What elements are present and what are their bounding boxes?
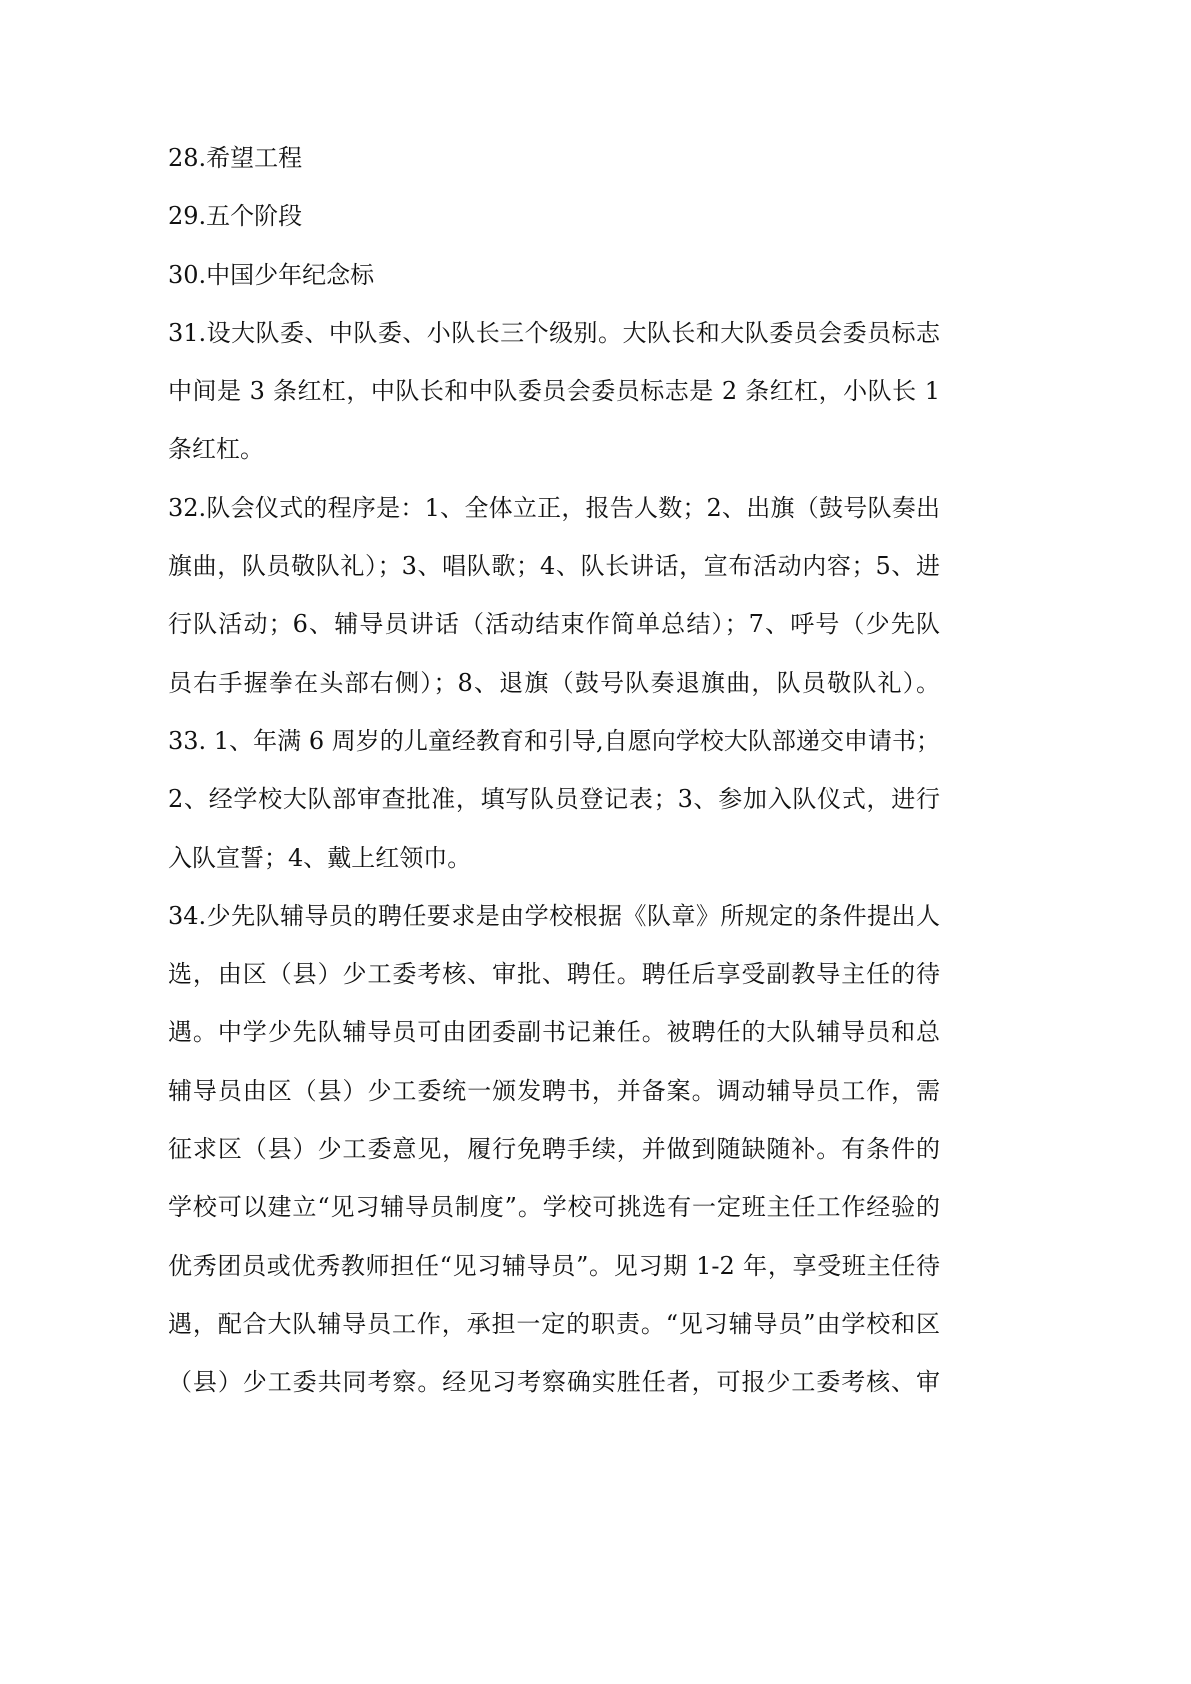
answer-32-line: 旗曲，队员敬队礼）；3、唱队歌；4、队长讲话，宣布活动内容；5、进 [168,552,940,581]
answer-33-line: 2、经学校大队部审查批准，填写队员登记表；3、参加入队仪式，进行 [168,785,940,814]
answer-31-line: 条红杠。 [168,435,264,464]
answer-34-line: 选，由区（县）少工委考核、审批、聘任。聘任后享受副教导主任的待 [168,960,940,989]
answer-29-line: 29.五个阶段 [168,202,303,231]
answer-32-line: 行队活动；6、辅导员讲话（活动结束作简单总结）；7、呼号（少先队 [168,610,940,639]
answer-34-line: 34.少先队辅导员的聘任要求是由学校根据《队章》所规定的条件提出人 [168,901,940,930]
answer-33-line: 入队宣誓；4、戴上红领巾。 [168,843,472,872]
answer-30-line: 30.中国少年纪念标 [168,260,375,289]
answer-32-line: 员右手握拳在头部右侧）；8、退旗（鼓号队奏退旗曲，队员敬队礼）。 [168,668,940,697]
answer-34-line: 学校可以建立“见习辅导员制度”。学校可挑选有一定班主任工作经验的 [168,1193,940,1222]
answer-34-line: （县）少工委共同考察。经见习考察确实胜任者，可报少工委考核、审 [168,1368,940,1397]
answer-33-line: 33. 1、年满 6 周岁的儿童经教育和引导,自愿向学校大队部递交申请书； [168,726,940,755]
document-page [168,129,940,1412]
answer-34-line: 辅导员由区（县）少工委统一颁发聘书，并备案。调动辅导员工作，需 [168,1076,940,1105]
answer-34-line: 优秀团员或优秀教师担任“见习辅导员”。见习期 1-2 年，享受班主任待 [168,1251,940,1280]
answer-34-line: 遇，配合大队辅导员工作，承担一定的职责。“见习辅导员”由学校和区 [168,1309,940,1338]
answer-32-line: 32.队会仪式的程序是：1、全体立正，报告人数；2、出旗（鼓号队奏出 [168,493,940,522]
answer-34-line: 征求区（县）少工委意见，履行免聘手续，并做到随缺随补。有条件的 [168,1135,940,1164]
answer-31-line: 31.设大队委、中队委、小队长三个级别。大队长和大队委员会委员标志 [168,318,940,347]
answer-28-line: 28.希望工程 [168,144,303,172]
answer-31-line: 中间是 3 条红杠，中队长和中队委员会委员标志是 2 条红杠，小队长 1 [168,377,940,406]
answer-34-line: 遇。中学少先队辅导员可由团委副书记兼任。被聘任的大队辅导员和总 [168,1018,940,1047]
